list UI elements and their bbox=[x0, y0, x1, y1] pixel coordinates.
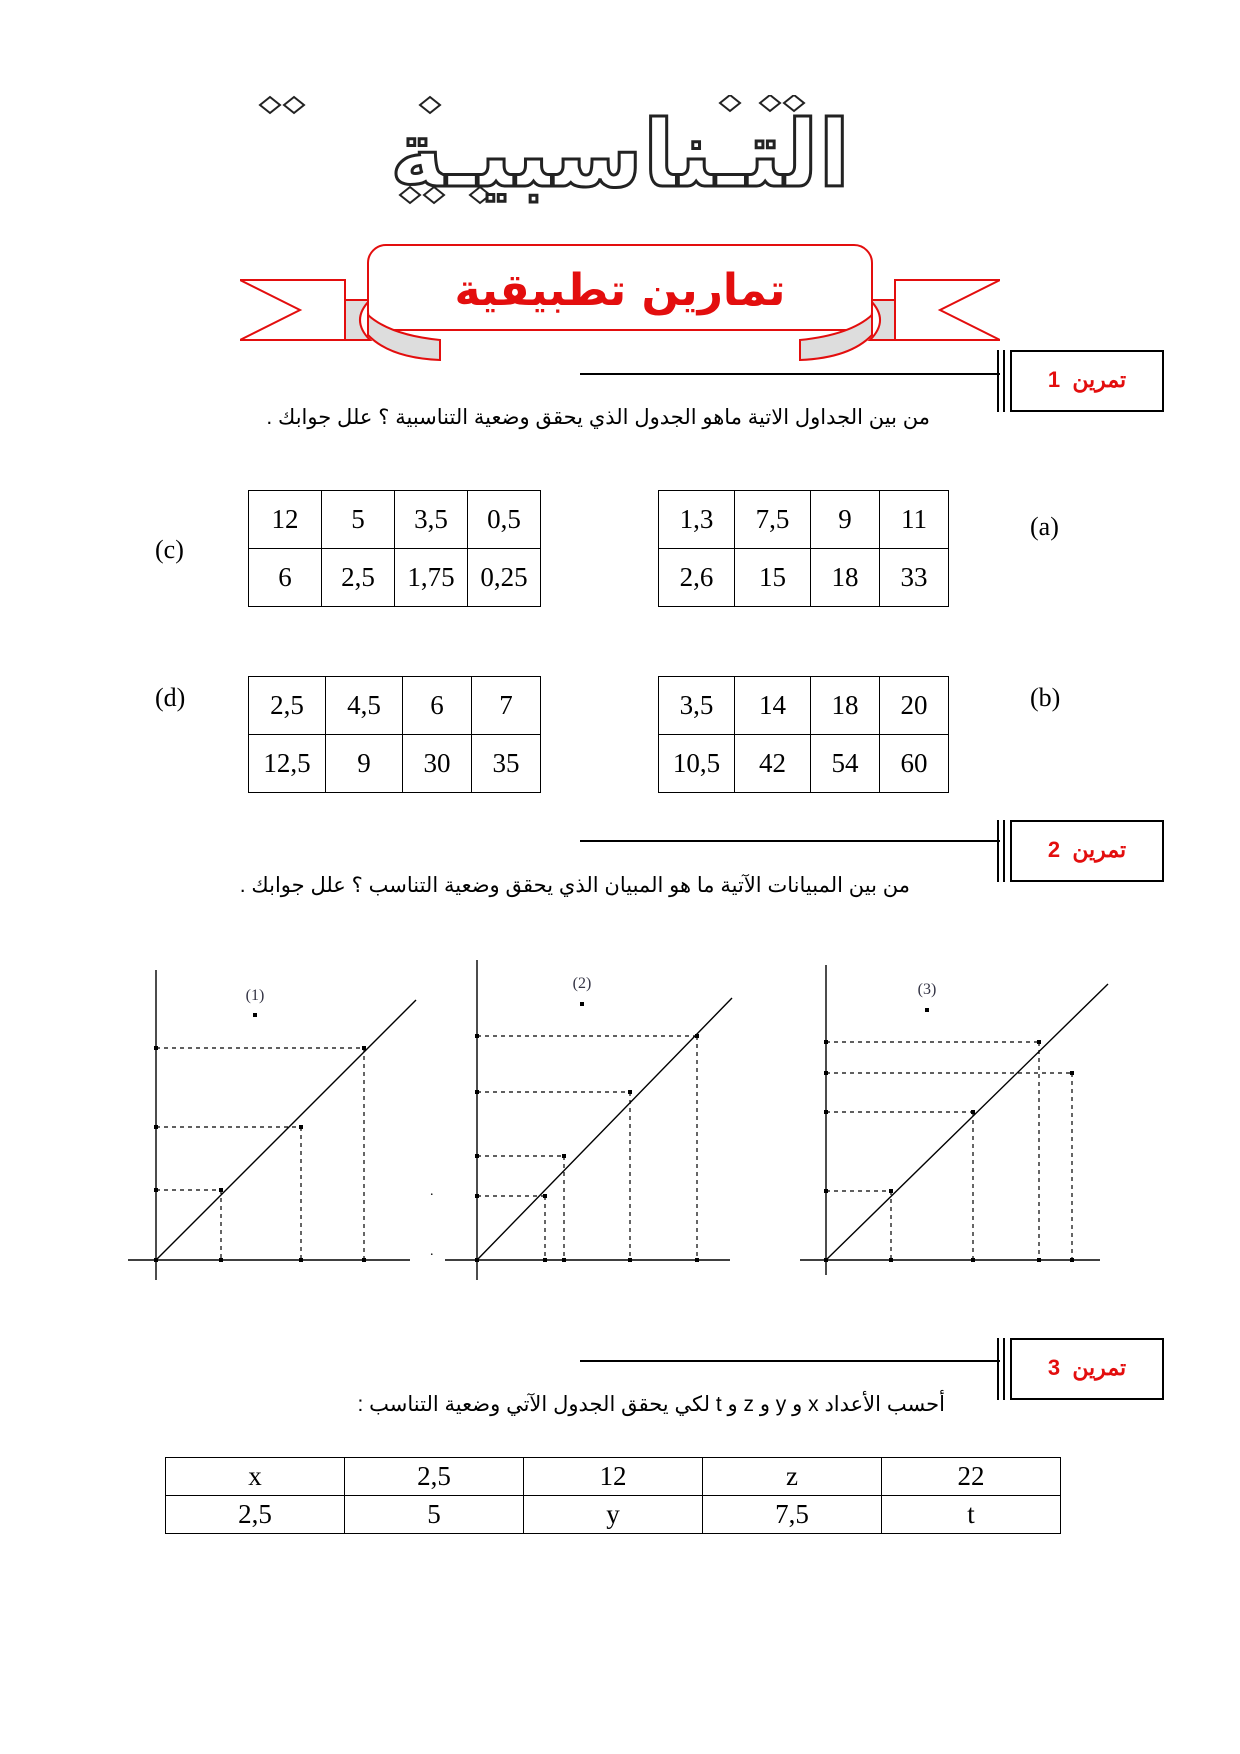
table-cell: 54 bbox=[811, 735, 880, 793]
table-cell: 22 bbox=[882, 1458, 1061, 1496]
table-cell: 15 bbox=[735, 549, 811, 607]
exercise-number: 1 bbox=[1047, 367, 1061, 392]
table-cell: 18 bbox=[811, 677, 880, 735]
exercise-3-question: أحسب الأعداد x و y و z و t لكي يحقق الجدول الآتي وضعية التناسب : bbox=[357, 1393, 945, 1416]
table-cell: 6 bbox=[403, 677, 472, 735]
table-cell: 33 bbox=[880, 549, 949, 607]
exercise-1-question: من بين الجداول الاتية ماهو الجدول الذي يحقق وضعية التناسبية ؟ علل جوابك . bbox=[266, 406, 930, 429]
graph-2-label: (2) bbox=[572, 975, 592, 992]
table-d-label: (d) bbox=[155, 683, 186, 712]
table-cell: 30 bbox=[403, 735, 472, 793]
exercise-2-vbar bbox=[997, 820, 999, 882]
table-cell: 2,5 bbox=[249, 677, 326, 735]
table-cell: 7,5 bbox=[735, 491, 811, 549]
table-b bbox=[658, 676, 949, 793]
table-d bbox=[248, 676, 541, 793]
table-cell: 9 bbox=[811, 491, 880, 549]
table-cell: 3,5 bbox=[395, 491, 468, 549]
table-cell: t bbox=[882, 1496, 1061, 1534]
exercise-1-vbar2 bbox=[1003, 350, 1005, 412]
exercise-number: 2 bbox=[1047, 837, 1061, 862]
exercise-3-vbar2 bbox=[1003, 1338, 1005, 1400]
table-cell: 0,5 bbox=[468, 491, 541, 549]
table-cell: 2,5 bbox=[166, 1496, 345, 1534]
table-cell: 10,5 bbox=[659, 735, 735, 793]
exercise-3-vbar bbox=[997, 1338, 999, 1400]
table-a-label: (a) bbox=[1030, 512, 1059, 541]
svg-text:.: . bbox=[430, 1184, 434, 1199]
table-cell: 12 bbox=[249, 491, 322, 549]
graph-1-label: (1) bbox=[245, 987, 265, 1004]
table-cell: 0,25 bbox=[468, 549, 541, 607]
table-cell: 6 bbox=[249, 549, 322, 607]
table-cell: 3,5 bbox=[659, 677, 735, 735]
exercise-2-label bbox=[1010, 820, 1164, 882]
exercise-3-label bbox=[1010, 1338, 1164, 1400]
table-cell: 7 bbox=[472, 677, 541, 735]
graph-3-label: (3) bbox=[917, 981, 937, 998]
table-cell: 7,5 bbox=[703, 1496, 882, 1534]
table-cell: 5 bbox=[322, 491, 395, 549]
page-title: التـناسبيـة bbox=[390, 101, 850, 208]
exercise-1-rule bbox=[580, 373, 1000, 375]
page-title-graphic bbox=[240, 95, 1000, 215]
banner-title: تمارين تطبيقية bbox=[454, 265, 786, 316]
table-cell: 2,5 bbox=[322, 549, 395, 607]
table-cell: 42 bbox=[735, 735, 811, 793]
exercise-3-rule bbox=[580, 1360, 1000, 1362]
table-cell: 35 bbox=[472, 735, 541, 793]
table-c-label: (c) bbox=[155, 535, 184, 564]
table-cell: 5 bbox=[345, 1496, 524, 1534]
table-a bbox=[658, 490, 949, 607]
exercise-label-text: تمرين bbox=[1072, 367, 1127, 392]
table-b-label: (b) bbox=[1030, 683, 1061, 712]
table-cell: 4,5 bbox=[326, 677, 403, 735]
exercise-label-text: تمرين bbox=[1072, 837, 1127, 862]
table-cell: z bbox=[703, 1458, 882, 1496]
table-cell: x bbox=[166, 1458, 345, 1496]
graphs-area bbox=[110, 960, 1110, 1300]
table-cell: 12,5 bbox=[249, 735, 326, 793]
exercise-2-vbar2 bbox=[1003, 820, 1005, 882]
exercise-number: 3 bbox=[1047, 1355, 1061, 1380]
table-cell: 1,75 bbox=[395, 549, 468, 607]
table-cell: y bbox=[524, 1496, 703, 1534]
exercise-2-rule bbox=[580, 840, 1000, 842]
exercise-2-question: من بين المبيانات الآتية ما هو المبيان الذي يحقق وضعية التناسب ؟ علل جوابك . bbox=[239, 874, 910, 897]
exercise-label-text: تمرين bbox=[1072, 1355, 1127, 1380]
svg-text:.: . bbox=[430, 1244, 434, 1259]
table-cell: 12 bbox=[524, 1458, 703, 1496]
table-cell: 18 bbox=[811, 549, 880, 607]
table-cell: 9 bbox=[326, 735, 403, 793]
table-cell: 1,3 bbox=[659, 491, 735, 549]
table-cell: 20 bbox=[880, 677, 949, 735]
table-cell: 2,6 bbox=[659, 549, 735, 607]
exercise-3-table bbox=[165, 1457, 1061, 1534]
table-cell: 60 bbox=[880, 735, 949, 793]
table-c bbox=[248, 490, 541, 607]
table-cell: 14 bbox=[735, 677, 811, 735]
table-cell: 11 bbox=[880, 491, 949, 549]
exercise-1-label bbox=[1010, 350, 1164, 412]
exercise-1-vbar bbox=[997, 350, 999, 412]
table-cell: 2,5 bbox=[345, 1458, 524, 1496]
